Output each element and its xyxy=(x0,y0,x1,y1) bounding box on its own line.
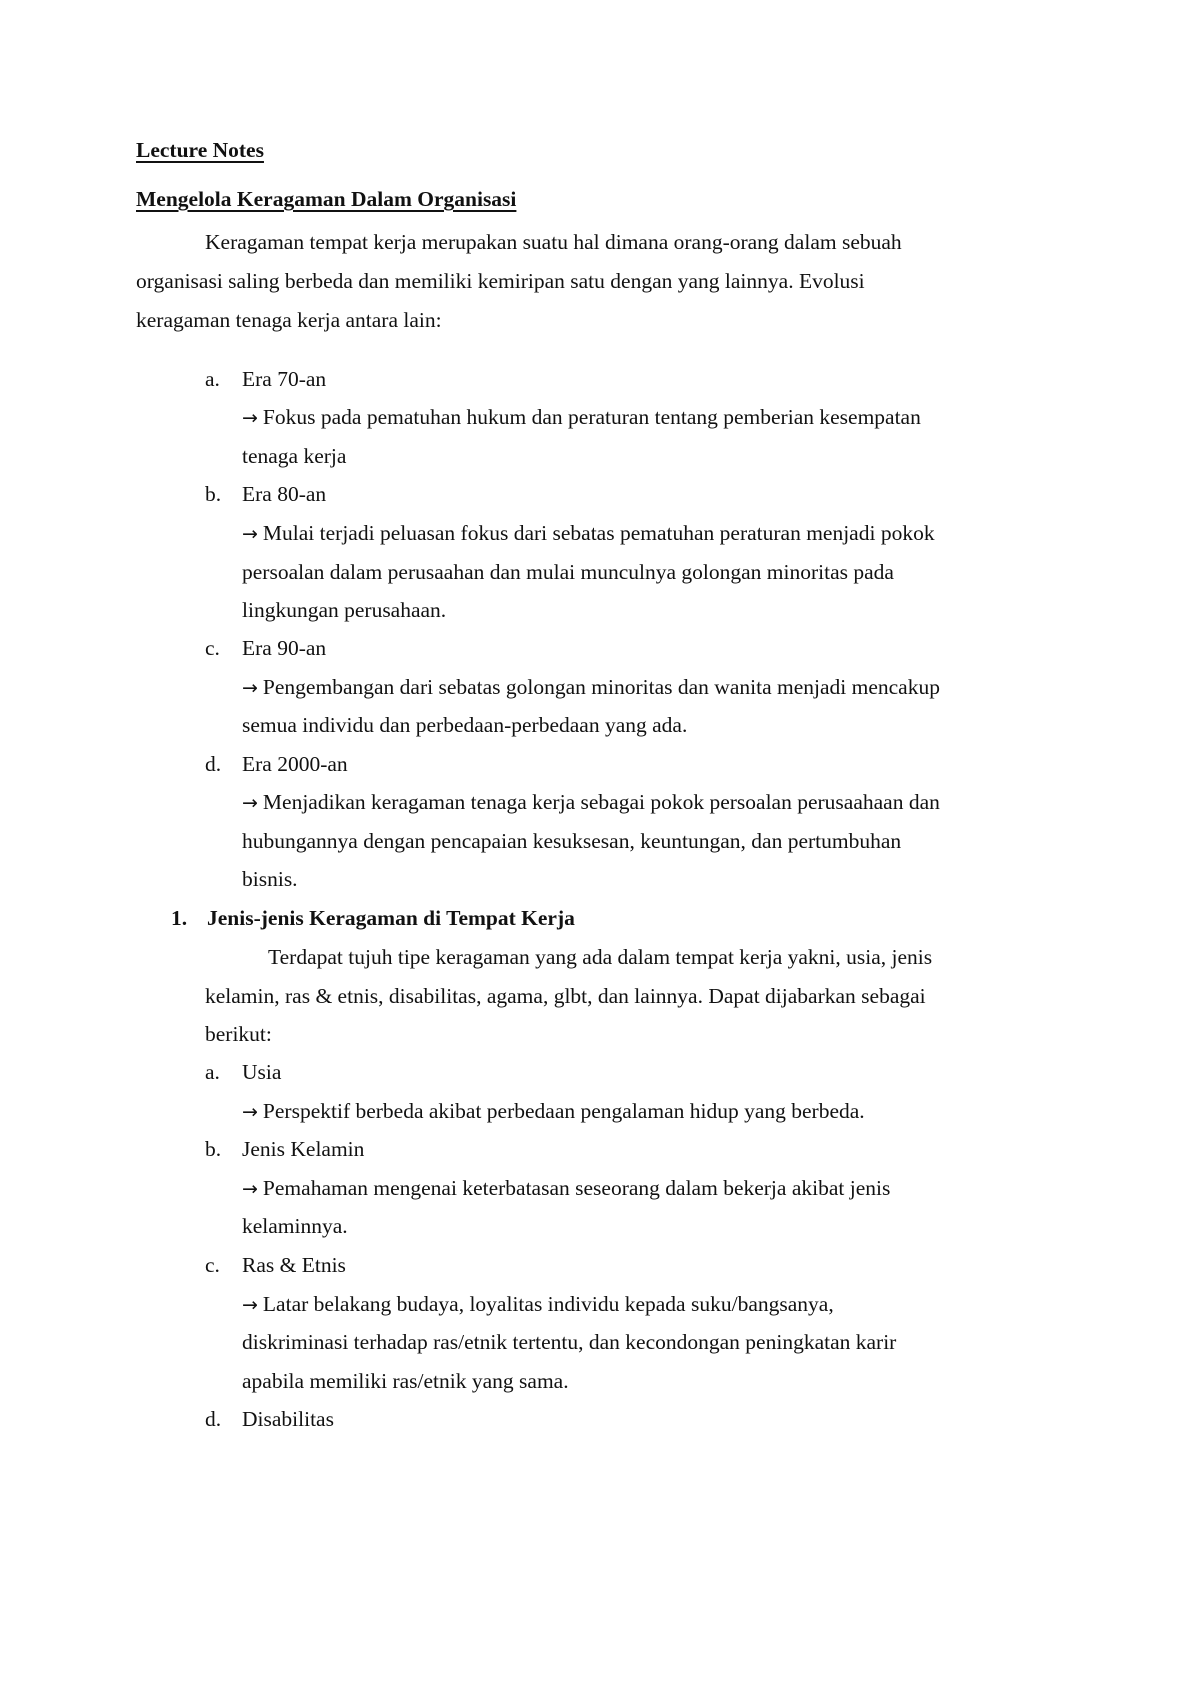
era-description-continued: bisnis. xyxy=(242,867,298,891)
era-description: → Pengembangan dari sebatas golongan minoritas dan wanita menjadi mencakup xyxy=(242,675,940,699)
document-title: Mengelola Keragaman Dalam Organisasi xyxy=(136,187,517,211)
era-title: Era 90-an xyxy=(242,636,327,660)
diversity-type-description-continued: kelaminnya. xyxy=(242,1214,348,1238)
era-description-continued: lingkungan perusahaan. xyxy=(242,598,447,622)
list-marker: c. xyxy=(205,1253,220,1277)
intro-line-3: keragaman tenaga kerja antara lain: xyxy=(136,308,442,332)
era-description: → Menjadikan keragaman tenaga kerja sebagai pokok persoalan perusaahaan dan xyxy=(242,790,940,814)
era-description-continued: hubungannya dengan pencapaian kesuksesan, keuntungan, dan pertumbuhan xyxy=(242,829,902,853)
list-marker: b. xyxy=(205,482,222,506)
intro-line-1: Keragaman tempat kerja merupakan suatu hal dimana orang-orang dalam sebuah xyxy=(205,230,902,254)
era-title: Era 80-an xyxy=(242,482,327,506)
section-heading: Jenis-jenis Keragaman di Tempat Kerja xyxy=(207,906,575,930)
diversity-type-title: Jenis Kelamin xyxy=(242,1137,365,1161)
arrow-right-icon: → xyxy=(242,523,258,545)
section-paragraph-line-3: berikut: xyxy=(205,1022,272,1046)
arrow-right-icon: → xyxy=(242,677,258,699)
diversity-type-description: → Pemahaman mengenai keterbatasan seseorang dalam bekerja akibat jenis xyxy=(242,1176,891,1200)
diversity-type-title: Disabilitas xyxy=(242,1407,334,1431)
section-paragraph-line-2: kelamin, ras & etnis, disabilitas, agama, glbt, dan lainnya. Dapat dijabarkan sebagai xyxy=(205,984,926,1008)
diversity-type-description-continued: apabila memiliki ras/etnik yang sama. xyxy=(242,1369,569,1393)
era-description-continued: semua individu dan perbedaan-perbedaan yang ada. xyxy=(242,713,688,737)
era-description-continued: persoalan dalam perusaahan dan mulai munculnya golongan minoritas pada xyxy=(242,560,894,584)
era-description-continued: tenaga kerja xyxy=(242,444,347,468)
lecture-notes-header: Lecture Notes xyxy=(136,138,264,162)
diversity-type-description: → Latar belakang budaya, loyalitas individu kepada suku/bangsanya, xyxy=(242,1292,834,1316)
section-paragraph-line-1: Terdapat tujuh tipe keragaman yang ada dalam tempat kerja yakni, usia, jenis xyxy=(268,945,933,969)
arrow-right-icon: → xyxy=(242,1294,258,1316)
diversity-type-description-continued: diskriminasi terhadap ras/etnik tertentu, dan kecondongan peningkatan karir xyxy=(242,1330,897,1354)
era-description: → Mulai terjadi peluasan fokus dari sebatas pematuhan peraturan menjadi pokok xyxy=(242,521,935,545)
list-marker: a. xyxy=(205,1060,220,1084)
list-marker: c. xyxy=(205,636,220,660)
arrow-right-icon: → xyxy=(242,407,258,429)
intro-line-2: organisasi saling berbeda dan memiliki kemiripan satu dengan yang lainnya. Evolusi xyxy=(136,269,865,293)
list-marker: b. xyxy=(205,1137,222,1161)
era-title: Era 2000-an xyxy=(242,752,348,776)
diversity-type-description: → Perspektif berbeda akibat perbedaan pengalaman hidup yang berbeda. xyxy=(242,1099,865,1123)
era-title: Era 70-an xyxy=(242,367,327,391)
list-marker: d. xyxy=(205,752,222,776)
arrow-right-icon: → xyxy=(242,1178,258,1200)
list-marker: d. xyxy=(205,1407,222,1431)
diversity-type-title: Usia xyxy=(242,1060,282,1084)
arrow-right-icon: → xyxy=(242,1101,258,1123)
arrow-right-icon: → xyxy=(242,792,258,814)
diversity-type-title: Ras & Etnis xyxy=(242,1253,346,1277)
list-marker: a. xyxy=(205,367,220,391)
era-description: → Fokus pada pematuhan hukum dan peraturan tentang pemberian kesempatan xyxy=(242,405,921,429)
section-number: 1. xyxy=(171,906,188,930)
